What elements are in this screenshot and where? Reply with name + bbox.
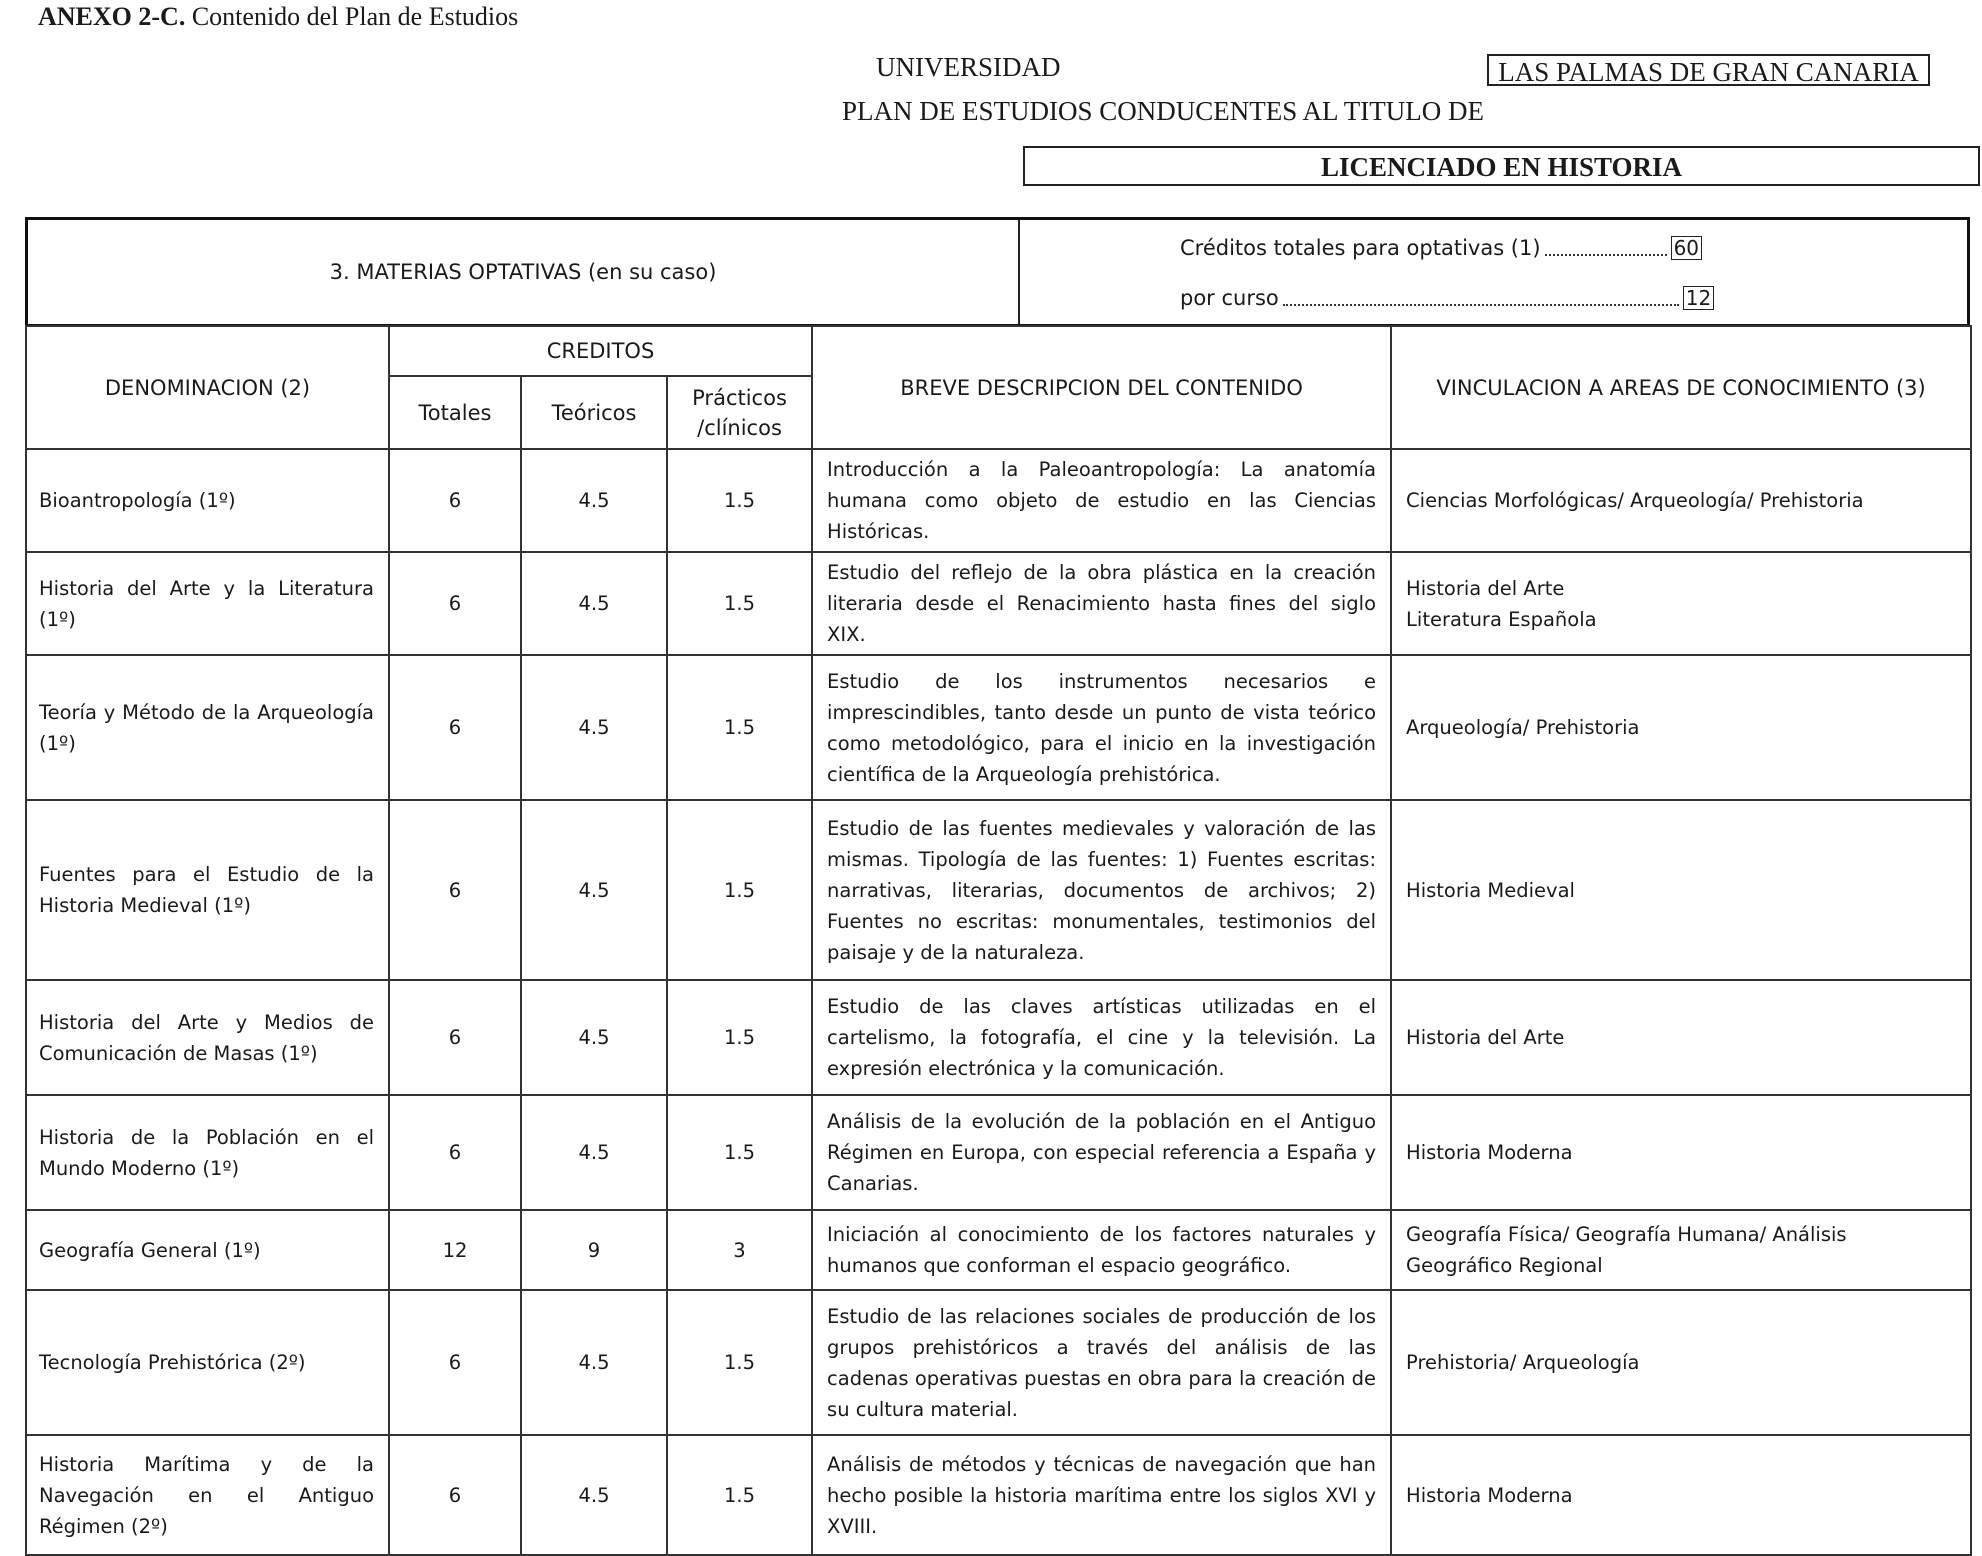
- per-course-credits-line: [1180, 286, 1714, 310]
- credits-practicos: 1.5: [667, 980, 812, 1095]
- col-practicos: Prácticos /clínicos: [667, 376, 812, 449]
- course-description: Estudio de las relaciones sociales de producción de los grupos prehistóricos a través del análisis de las cadenas operativas puestas en obra para la creación de su cultura material.: [812, 1290, 1391, 1435]
- course-description: Introducción a la Paleoantropología: La anatomía humana como objeto de estudio en las Ciencias Históricas.: [812, 449, 1391, 552]
- credits-practicos: 1.5: [667, 552, 812, 655]
- credits-totales: 12: [389, 1210, 521, 1290]
- course-name: Bioantropología (1º): [26, 449, 389, 552]
- per-course-label: por curso: [1180, 286, 1279, 310]
- credits-teoricos: 4.5: [521, 655, 667, 800]
- plan-label: PLAN DE ESTUDIOS CONDUCENTES AL TITULO DE: [842, 96, 1484, 126]
- credits-practicos: 1.5: [667, 800, 812, 980]
- credits-teoricos: 4.5: [521, 1095, 667, 1210]
- knowledge-area: [1391, 1095, 1971, 1210]
- total-credits-line: [1180, 236, 1702, 260]
- knowledge-area-line: Historia Moderna: [1406, 1483, 1573, 1507]
- course-description: Análisis de la evolución de la población en el Antiguo Régimen en Europa, con especial referencia a España y Canarias.: [812, 1095, 1391, 1210]
- course-name: Geografía General (1º): [26, 1210, 389, 1290]
- credits-totales: 6: [389, 449, 521, 552]
- knowledge-area-line: Historia Moderna: [1406, 1141, 1573, 1164]
- course-description: Estudio del reflejo de la obra plástica en la creación literaria desde el Renacimiento hasta fines del siglo XIX.: [812, 552, 1391, 655]
- annex-subtitle: Contenido del Plan de Estudios: [191, 2, 519, 31]
- table-row: [26, 1290, 1971, 1435]
- optional-credits-panel: [1020, 220, 1967, 324]
- col-denominacion: DENOMINACION (2): [26, 326, 389, 449]
- table-row: [26, 1210, 1971, 1290]
- course-name: Historia de la Población en el Mundo Moderno (1º): [26, 1095, 389, 1210]
- course-name: Historia del Arte y Medios de Comunicación de Masas (1º): [26, 980, 389, 1095]
- credits-totales: 6: [389, 655, 521, 800]
- table-row: [26, 1435, 1971, 1555]
- course-name: Teoría y Método de la Arqueología (1º): [26, 655, 389, 800]
- knowledge-area: [1391, 800, 1971, 980]
- credits-totales: 6: [389, 800, 521, 980]
- credits-totales: 6: [389, 552, 521, 655]
- credits-practicos: 1.5: [667, 449, 812, 552]
- knowledge-area: [1391, 1210, 1971, 1290]
- course-name: Tecnología Prehistórica (2º): [26, 1290, 389, 1435]
- knowledge-area-line: Literatura Española: [1406, 607, 1597, 631]
- knowledge-area: [1391, 655, 1971, 800]
- credits-totales: 6: [389, 1290, 521, 1435]
- table-row: [26, 1095, 1971, 1210]
- col-creditos: CREDITOS: [389, 326, 812, 376]
- credits-teoricos: 4.5: [521, 1435, 667, 1555]
- dot-leader: [1283, 290, 1679, 306]
- credits-practicos: 1.5: [667, 1435, 812, 1555]
- degree-title-box: LICENCIADO EN HISTORIA: [1023, 146, 1980, 186]
- credits-practicos: 1.5: [667, 655, 812, 800]
- table-row: [26, 449, 1971, 552]
- credits-practicos: 1.5: [667, 1095, 812, 1210]
- course-name: Historia del Arte y la Literatura (1º): [26, 552, 389, 655]
- course-description: Análisis de métodos y técnicas de navegación que han hecho posible la historia marítima entre los siglos XVI y XVIII.: [812, 1435, 1391, 1555]
- credits-totales: 6: [389, 1095, 521, 1210]
- credits-practicos: 3: [667, 1210, 812, 1290]
- credits-teoricos: 4.5: [521, 552, 667, 655]
- courses-table-body: [26, 449, 1971, 1555]
- table-row: [26, 980, 1971, 1095]
- knowledge-area-line: Arqueología/ Prehistoria: [1406, 716, 1640, 739]
- col-vinculacion: VINCULACION A AREAS DE CONOCIMIENTO (3): [1391, 326, 1971, 449]
- credits-teoricos: 4.5: [521, 800, 667, 980]
- table-header-row: [26, 326, 1971, 376]
- credits-teoricos: 4.5: [521, 1290, 667, 1435]
- knowledge-area-line: Geografía Física/ Geografía Humana/ Análisis Geográfico Regional: [1406, 1223, 1847, 1277]
- optional-subjects-title: 3. MATERIAS OPTATIVAS (en su caso): [28, 220, 1020, 324]
- knowledge-area: [1391, 1290, 1971, 1435]
- knowledge-area-line: Historia del Arte: [1406, 576, 1565, 600]
- course-name: Historia Marítima y de la Navegación en el Antiguo Régimen (2º): [26, 1435, 389, 1555]
- annex-title: [38, 2, 518, 32]
- knowledge-area-line: Ciencias Morfológicas/ Arqueología/ Prehistoria: [1406, 489, 1864, 512]
- credits-teoricos: 4.5: [521, 980, 667, 1095]
- university-label: UNIVERSIDAD: [876, 52, 1061, 82]
- dot-leader: [1545, 240, 1667, 256]
- credits-practicos: 1.5: [667, 1290, 812, 1435]
- knowledge-area-line: Prehistoria/ Arqueología: [1406, 1351, 1640, 1374]
- university-name-box: LAS PALMAS DE GRAN CANARIA: [1487, 54, 1930, 86]
- table-row: [26, 800, 1971, 980]
- knowledge-area: [1391, 552, 1971, 655]
- total-credits-value: 60: [1671, 236, 1702, 260]
- credits-totales: 6: [389, 980, 521, 1095]
- course-description: Estudio de los instrumentos necesarios e imprescindibles, tanto desde un punto de vista teórico como metodológico, para el inicio en la investigación científica de la Arqueología prehistórica.: [812, 655, 1391, 800]
- annex-label: ANEXO 2-C.: [38, 2, 186, 31]
- course-description: Iniciación al conocimiento de los factores naturales y humanos que conforman el espacio geográfico.: [812, 1210, 1391, 1290]
- col-descripcion: BREVE DESCRIPCION DEL CONTENIDO: [812, 326, 1391, 449]
- optional-subjects-header: [25, 217, 1970, 327]
- table-row: [26, 655, 1971, 800]
- col-totales: Totales: [389, 376, 521, 449]
- courses-table: [25, 325, 1972, 1556]
- table-row: [26, 552, 1971, 655]
- col-teoricos: Teóricos: [521, 376, 667, 449]
- course-name: Fuentes para el Estudio de la Historia Medieval (1º): [26, 800, 389, 980]
- course-description: Estudio de las fuentes medievales y valoración de las mismas. Tipología de las fuentes: 1) Fuentes escritas: narrativas, literarias, documentos de archivos; 2) Fuentes no escritas: monumentales, testimonios del paisaje y de la naturaleza.: [812, 800, 1391, 980]
- knowledge-area-line: Historia Medieval: [1406, 878, 1575, 902]
- knowledge-area-line: Historia del Arte: [1406, 1026, 1565, 1049]
- per-course-value: 12: [1683, 286, 1714, 310]
- credits-teoricos: 4.5: [521, 449, 667, 552]
- knowledge-area: [1391, 449, 1971, 552]
- knowledge-area: [1391, 980, 1971, 1095]
- course-description: Estudio de las claves artísticas utilizadas en el cartelismo, la fotografía, el cine y la televisión. La expresión electrónica y la comunicación.: [812, 980, 1391, 1095]
- total-credits-label: Créditos totales para optativas (1): [1180, 236, 1541, 260]
- knowledge-area: [1391, 1435, 1971, 1555]
- credits-teoricos: 9: [521, 1210, 667, 1290]
- credits-totales: 6: [389, 1435, 521, 1555]
